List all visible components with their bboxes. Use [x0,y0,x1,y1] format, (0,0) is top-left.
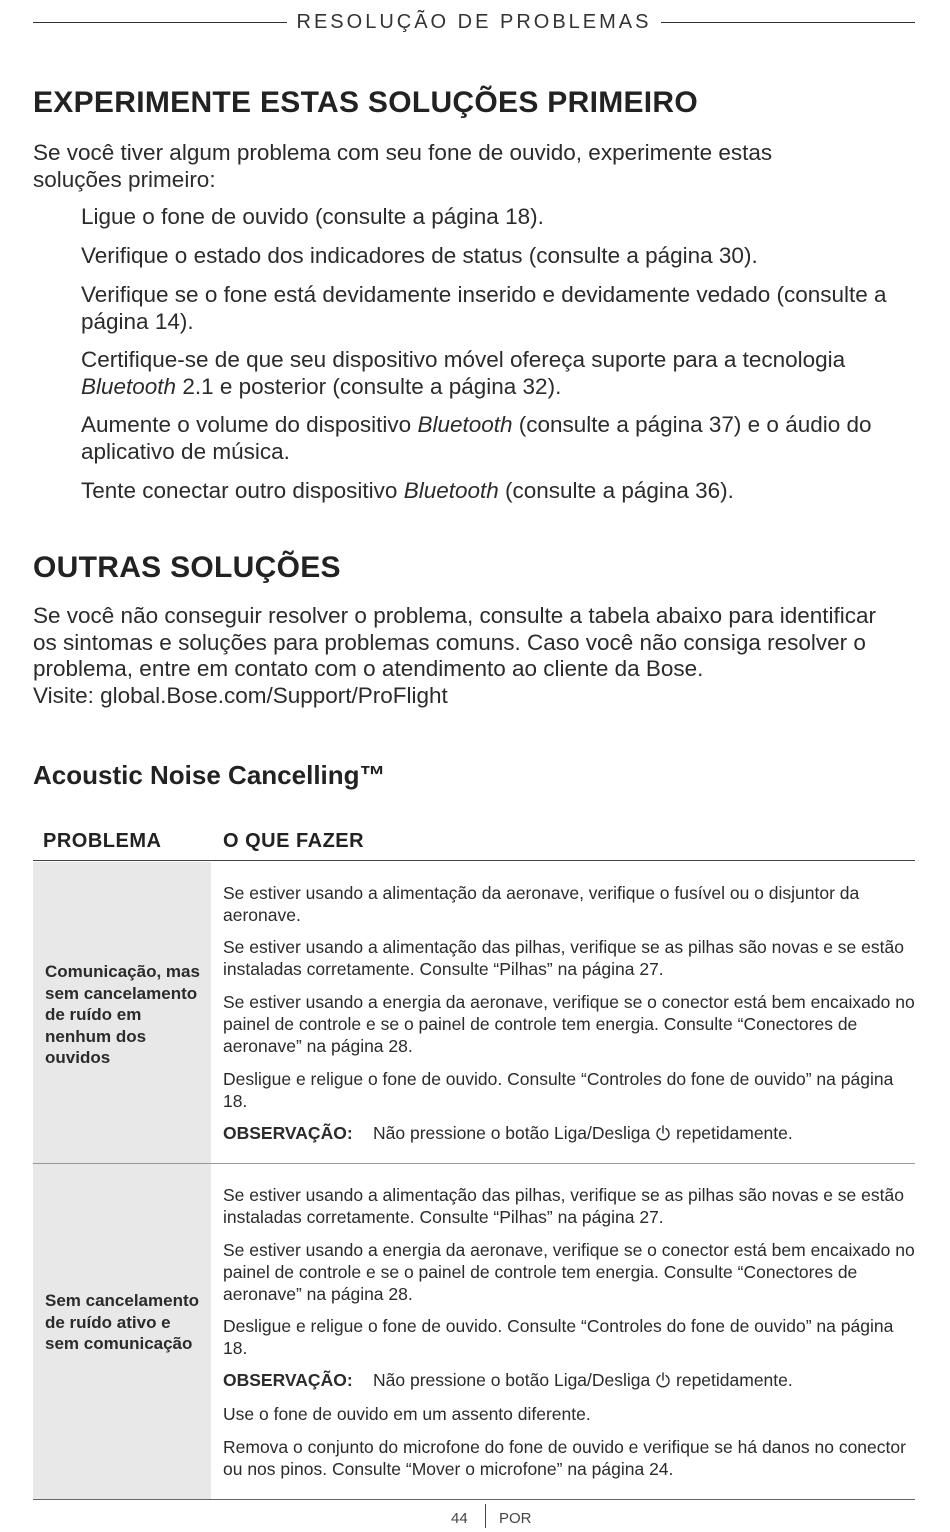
note: OBSERVAÇÃO: Não pressione o botão Liga/Desliga repetidamente. [223,1370,793,1390]
section-intro: Se você tiver algum problema com seu fone de ouvido, experimente estas soluções primeiro: [33,140,773,192]
note: OBSERVAÇÃO: Não pressione o botão Liga/Desliga repetidamente. [223,1123,793,1143]
header-rule-right [661,22,915,23]
list-item: Verifique se o fone está devidamente inserido e devidamente vedado (consulte a página 14). [81,282,887,334]
list-item: Verifique o estado dos indicadores de status (consulte a página 30). [81,243,758,268]
table-row [33,1164,915,1499]
solution-text: Remova o conjunto do microfone do fone de ouvido e verifique se há danos no conector ou nos pinos. Consulte “Mover o microfone” na página 24. [223,1437,906,1479]
language-code: POR [499,1510,532,1527]
table-row [33,862,915,1163]
power-icon [655,1372,671,1388]
table-header [33,828,915,861]
solution-text: Se estiver usando a energia da aeronave, verifique se o conector está bem encaixado no painel de controle e se o painel de controle tem energia. Consulte “Conectores de aeronave” na página 28. [223,992,915,1056]
problem-text: Comunicação, mas sem cancelamento de ruído em nenhum dos ouvidos [45,962,200,1067]
column-header-problem: PROBLEMA [43,830,162,852]
column-header-solution: O QUE FAZER [223,830,365,852]
section-heading-other-solutions: OUTRAS SOLUÇÕES [33,551,341,584]
solution-text: Desligue e religue o fone de ouvido. Consulte “Controles do fone de ouvido” na página 18. [223,1069,894,1111]
list-item: Tente conectar outro dispositivo Bluetooth (consulte a página 36). [81,478,734,503]
problem-text: Sem cancelamento de ruído ativo e sem comunicação [45,1291,200,1353]
list-item: Certifique-se de que seu dispositivo móvel ofereça suporte para a tecnologia Bluetooth 2.1 e posterior (consulte a página 32). [81,347,846,399]
support-url: Visite: global.Bose.com/Support/ProFlight [33,683,448,708]
list-item: Aumente o volume do dispositivo Bluetooth (consulte a página 37) e o áudio do aplicativo de música. [81,412,872,464]
note-label: OBSERVAÇÃO: [223,1370,353,1390]
power-icon [655,1125,671,1141]
solution-text: Se estiver usando a energia da aeronave, verifique se o conector está bem encaixado no painel de controle e se o painel de controle tem energia. Consulte “Conectores de aeronave” na página 28. [223,1240,915,1304]
page-footer [33,1504,915,1532]
page-number: 44 [451,1510,468,1527]
note-label: OBSERVAÇÃO: [223,1123,353,1143]
subsection-heading: Acoustic Noise Cancelling™ [33,760,386,790]
list-item: Ligue o fone de ouvido (consulte a página 18). [81,204,544,229]
table-bottom-rule [33,1499,915,1500]
solution-text: Se estiver usando a alimentação das pilhas, verifique se as pilhas são novas e se estão instaladas corretamente. Consulte “Pilhas” na página 27. [223,937,904,979]
header-title: RESOLUÇÃO DE PROBLEMAS [296,10,652,33]
page-header [33,10,915,34]
footer-separator [485,1504,486,1528]
solution-text: Se estiver usando a alimentação das pilhas, verifique se as pilhas são novas e se estão instaladas corretamente. Consulte “Pilhas” na página 27. [223,1185,904,1227]
solution-text: Se estiver usando a alimentação da aeronave, verifique o fusível ou o disjuntor da aeronave. [223,883,860,925]
section-heading-try-first: EXPERIMENTE ESTAS SOLUÇÕES PRIMEIRO [33,86,699,119]
solution-text: Desligue e religue o fone de ouvido. Consulte “Controles do fone de ouvido” na página 18. [223,1316,894,1358]
solution-text: Use o fone de ouvido em um assento diferente. [223,1404,591,1424]
section-intro: Se você não conseguir resolver o problema, consulte a tabela abaixo para identificar os sintomas e soluções para problemas comuns. Caso você não consiga resolver o problema, entre em contato com o atendimento ao cliente da Bose. [33,603,877,681]
header-rule-left [33,22,287,23]
